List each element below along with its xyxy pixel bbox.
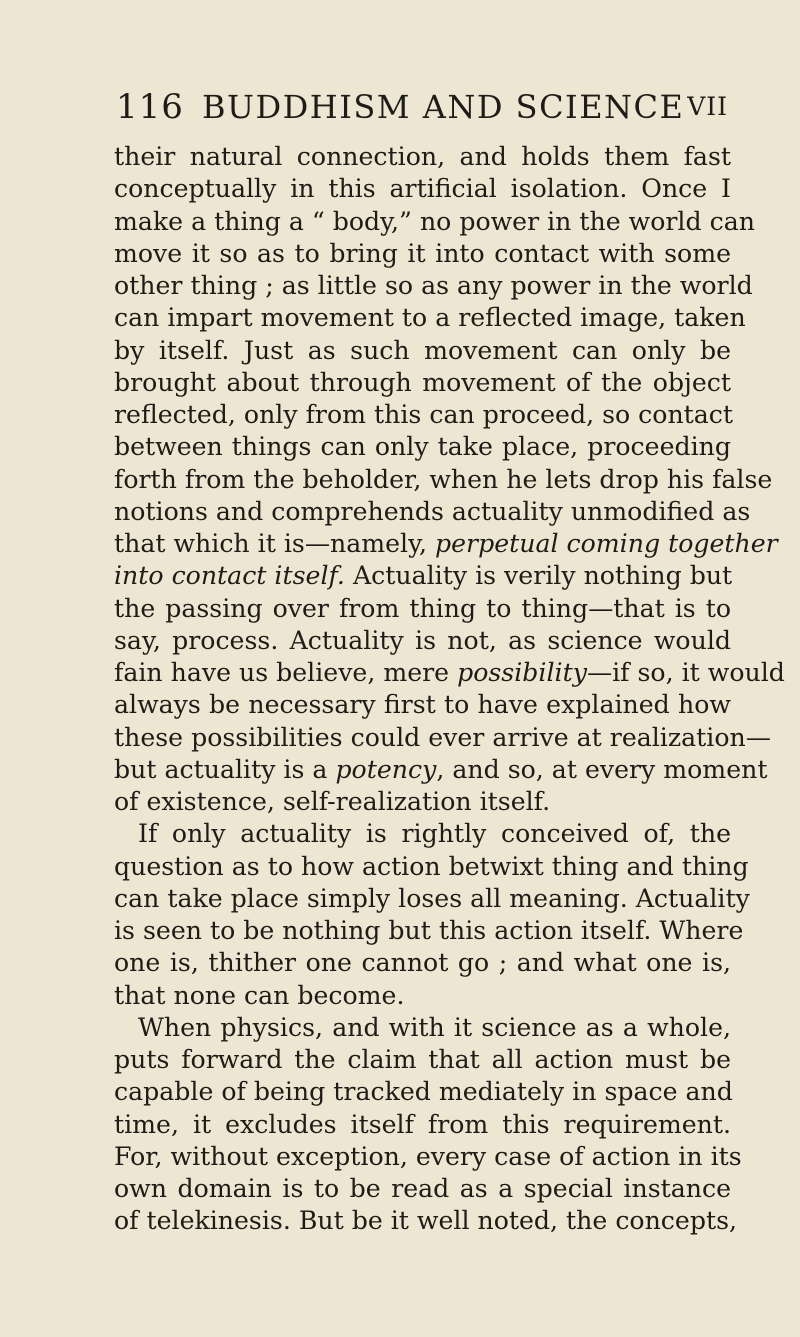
text-line: can take place simply loses all meaning. Actuality xyxy=(114,883,750,913)
book-title: BUDDHISM AND SCIENCE xyxy=(202,88,685,126)
text-line: can impart movement to a reflected image, taken xyxy=(114,303,746,333)
text-line: by itself. Just as such movement can only be xyxy=(114,335,731,365)
text-line: their natural connection, and holds them fast xyxy=(114,142,731,171)
text-segment: fain have us believe, mere xyxy=(114,658,458,687)
emphasis-text: perpetual coming together xyxy=(435,529,778,558)
text-line: of telekinesis. But be it well noted, the concepts, xyxy=(114,1206,737,1236)
text-line: conceptually in this artificial isolation. Once I xyxy=(114,174,731,204)
text-line: say, process. Actuality is not, as science would xyxy=(114,625,731,655)
text-line: the passing over from thing to thing—that is to xyxy=(114,593,731,623)
text-line xyxy=(114,657,785,689)
text-line: is seen to be nothing but this action itself. Where xyxy=(114,916,744,945)
emphasis-text: possibility xyxy=(457,658,587,687)
text-line: question as to how action betwixt thing and thing xyxy=(114,851,749,881)
text-line: move it so as to bring it into contact with some xyxy=(114,238,731,268)
text-line: own domain is to be read as a special instance xyxy=(114,1174,731,1203)
chapter-number: VII xyxy=(687,92,728,121)
text-line: forth from the beholder, when he lets drop his false xyxy=(114,464,773,494)
emphasis-text: potency xyxy=(335,754,437,784)
body-text xyxy=(114,141,785,1238)
text-line: always be necessary first to have explained how xyxy=(114,690,731,720)
text-line xyxy=(114,560,731,592)
text-line: one is, thither one cannot go ; and what one is, xyxy=(114,948,731,978)
text-line: that none can become. xyxy=(114,980,405,1010)
text-line: For, without exception, every case of action in its xyxy=(114,1141,742,1171)
text-line xyxy=(114,528,778,560)
running-head xyxy=(116,84,728,130)
text-segment: Actuality is verily nothing but xyxy=(344,561,733,591)
text-line: If only actuality is rightly conceived of, the xyxy=(138,819,731,849)
text-line: other thing ; as little so as any power in the world xyxy=(114,271,753,300)
text-line: time, it excludes itself from this requirement. xyxy=(114,1109,731,1139)
text-segment: , and so, at every moment xyxy=(436,754,768,784)
text-line: between things can only take place, proceeding xyxy=(114,432,731,462)
text-segment: that which it is—namely, xyxy=(114,529,435,558)
text-line: notions and comprehends actuality unmodified as xyxy=(114,496,751,526)
page-number: 116 xyxy=(116,87,184,127)
text-segment: —if so, it would xyxy=(586,658,785,687)
text-line: puts forward the claim that all action must be xyxy=(114,1045,731,1074)
text-line: reflected, only from this can proceed, so contact xyxy=(114,400,734,429)
text-line: make a thing a “ body,” no power in the world can xyxy=(114,206,755,236)
text-segment: but actuality is a xyxy=(114,754,336,784)
text-line: brought about through movement of the object xyxy=(114,367,731,397)
emphasis-text: into contact itself. xyxy=(114,561,345,591)
text-line: these possibilities could ever arrive at realization— xyxy=(114,722,771,752)
text-line: capable of being tracked mediately in space and xyxy=(114,1077,733,1107)
text-line xyxy=(114,754,768,786)
text-line: of existence, self-realization itself. xyxy=(114,787,551,816)
text-line: When physics, and with it science as a whole, xyxy=(138,1012,731,1042)
